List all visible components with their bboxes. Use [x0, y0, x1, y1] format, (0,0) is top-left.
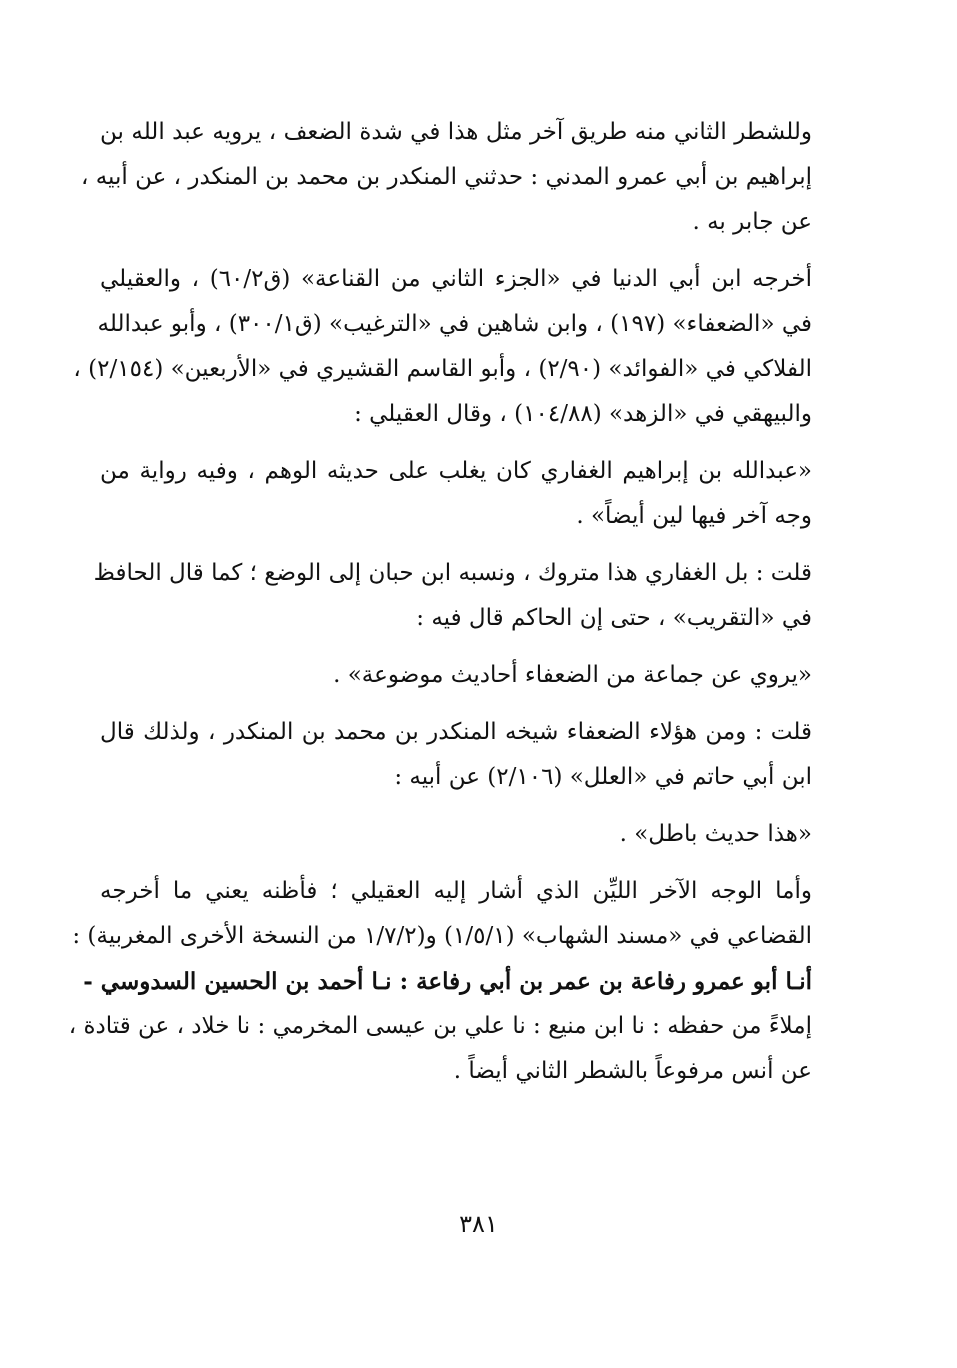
page-body	[68, 110, 840, 1106]
quote-paragraph	[100, 653, 840, 698]
text-line: وللشطر الثاني منه طريق آخر مثل هذا في شدة الضعف ، يرويه عبد الله بن	[100, 119, 812, 145]
text-line: عن جابر به .	[692, 209, 812, 235]
text-line: في «التقريب» ، حتى إن الحاكم قال فيه :	[416, 605, 812, 631]
text-line: وجه آخر فيها لين أيضاً» .	[576, 503, 812, 529]
text-line: إبراهيم بن أبي عمرو المدني : حدثني المنكدر بن محمد بن المنكدر ، عن أبيه ،	[80, 164, 812, 190]
paragraph-6	[100, 710, 840, 800]
text-line: ابن أبي حاتم في «العلل» (٢/١٠٦) عن أبيه :	[394, 764, 812, 790]
paragraph-2	[73, 257, 840, 437]
text-line: «عبدالله بن إبراهيم الغفاري كان يغلب على حديثه الوهم ، وفيه رواية من	[100, 458, 812, 484]
text-line: الفلاكي في «الفوائد» (٢/٩٠) ، وأبو القاسم القشيري في «الأربعين» (٢/١٥٤) ،	[73, 356, 812, 382]
text-line: أنـا أبو عمرو رفاعة بن عمر بن أبي رفاعة : نـا أحمد بن الحسين السدوسي -	[83, 968, 812, 995]
text-line: والبيهقي في «الزهد» (١٠٤/٨٨) ، وقال العقيلي :	[354, 401, 812, 427]
text-line: في «الضعفاء» (١٩٧) ، وابن شاهين في «الترغيب» (ق٣٠٠/١) ، وأبو عبدالله	[97, 311, 812, 337]
text-line: «يروي عن جماعة من الضعفاء أحاديث موضوعة» .	[333, 662, 812, 688]
quote-paragraph	[100, 812, 840, 857]
paragraph-4	[93, 551, 840, 641]
text-line: إملاءً من حفظه : نا ابن منيع : نا علي بن عيسى المخرمي : نا خلاد ، عن قتادة ،	[68, 1013, 812, 1039]
page-number: ٣٨١	[459, 1210, 498, 1238]
quote-paragraph	[100, 449, 840, 539]
text-line: عن أنس مرفوعاً بالشطر الثاني أيضاً .	[453, 1058, 812, 1084]
paragraph-1	[80, 110, 840, 245]
text-line: وأما الوجه الآخر الليِّن الذي أشار إليه العقيلي ؛ فأظنه يعني ما أخرجه	[100, 878, 812, 904]
text-line: قلت : ومن هؤلاء الضعفاء شيخه المنكدر بن محمد بن المنكدر ، ولذلك قال	[100, 719, 812, 745]
text-line: أخرجه ابن أبي الدنيا في «الجزء الثاني من القناعة» (ق٦٠/٢) ، والعقيلي	[100, 266, 813, 292]
text-line: «هذا حديث باطل» .	[619, 821, 812, 847]
paragraph-8	[68, 869, 840, 1094]
text-line: القضاعي في «مسند الشهاب» (١/٥/١) و(١/٧/٢ من النسخة الأخرى المغربية) :	[72, 923, 812, 949]
text-line: قلت : بل الغفاري هذا متروك ، ونسبه ابن حبان إلى الوضع ؛ كما قال الحافظ	[93, 560, 812, 586]
